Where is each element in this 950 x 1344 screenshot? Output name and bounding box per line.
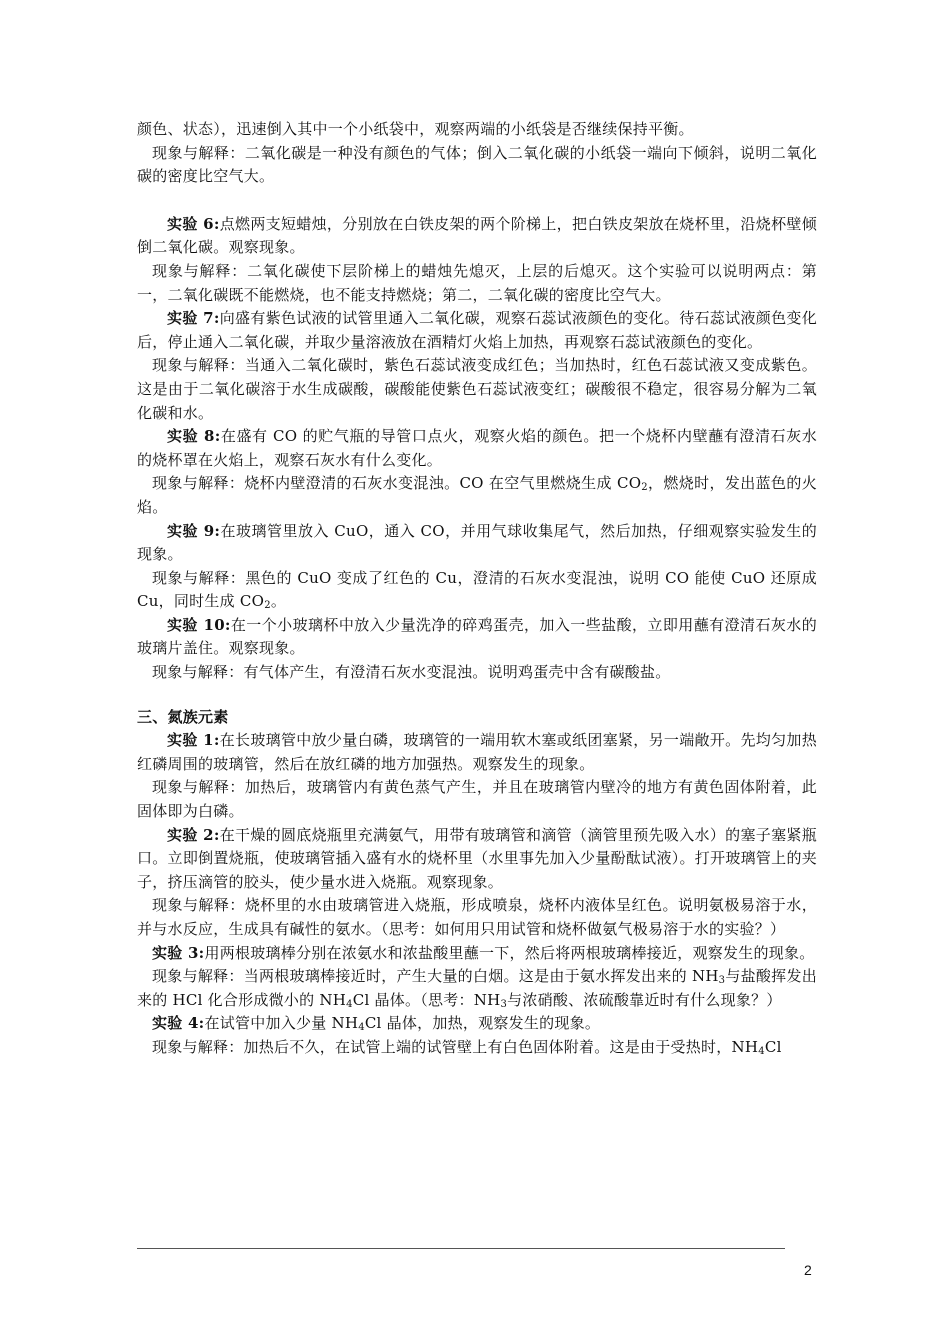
experiment-label: 实验 3: <box>152 943 205 962</box>
explanation-text: 。 <box>270 592 287 611</box>
subscript: 3 <box>500 998 508 1010</box>
experiment-1-paragraph <box>137 729 817 776</box>
explanation-paragraph <box>137 965 817 1012</box>
subscript: 4 <box>758 1045 765 1057</box>
explanation-paragraph <box>137 894 817 941</box>
experiment-text: 在长玻璃管中放少量白磷，玻璃管的一端用软木塞或纸团塞紧，另一端敞开。先均匀加热红磷周围的玻璃管，然后在放红磷的地方加强热。观察发生的现象。 <box>137 731 817 773</box>
explanation-text: 现象与解释：二氧化碳是一种没有颜色的气体；倒入二氧化碳的小纸袋一端向下倾斜，说明二氧化碳的密度比空气大。 <box>137 143 817 186</box>
spacer <box>137 189 817 213</box>
explanation-paragraph <box>137 260 817 307</box>
experiment-text: 在试管中加入少量 NH <box>204 1014 359 1033</box>
subscript: 2 <box>641 482 648 494</box>
experiment-3-paragraph <box>137 942 817 966</box>
explanation-text: 现象与解释：烧杯内壁澄清的石灰水变混浊。CO 在空气里燃烧生成 CO <box>152 474 642 493</box>
experiment-text: 在一个小玻璃杯中放入少量洗净的碎鸡蛋壳，加入一些盐酸，立即用蘸有澄清石灰水的玻璃片盖住。观察现象。 <box>137 615 817 658</box>
experiment-label: 实验 9: <box>167 521 221 540</box>
explanation-text: Cl 晶体。（思考：NH <box>352 990 501 1009</box>
explanation-paragraph <box>137 776 817 823</box>
experiment-2-paragraph <box>137 824 817 895</box>
experiment-label: 实验 8: <box>167 427 221 446</box>
experiment-text: Cl 晶体，加热，观察发生的现象。 <box>364 1014 601 1033</box>
experiment-4-paragraph <box>137 1012 817 1036</box>
experiment-text: 用两根玻璃棒分别在浓氨水和浓盐酸里蘸一下，然后将两根玻璃棒接近，观察发生的现象。 <box>204 943 815 962</box>
experiment-text: 在干燥的圆底烧瓶里充满氨气，用带有玻璃管和滴管（滴管里预先吸入水）的塞子塞紧瓶口。立即倒置烧瓶，使玻璃管插入盛有水的烧杯里（水里事先加入少量酚酞试液）。打开玻璃管上的夹子，挤压滴管的胶头，使少量水进入烧瓶。观察现象。 <box>137 825 817 891</box>
intro-text: 颜色、状态），迅速倒入其中一个小纸袋中，观察两端的小纸袋是否继续保持平衡。 <box>137 120 694 138</box>
section-heading: 三、氮族元素 <box>137 707 229 726</box>
explanation-text: 现象与解释：当两根玻璃棒接近时，产生大量的白烟。这是由于氨水挥发出来的 NH <box>152 967 719 986</box>
explanation-paragraph <box>137 661 817 685</box>
explanation-text: 与盐酸挥发出来的 HCl 化合形成微小的 NH <box>137 967 817 1009</box>
subscript: 2 <box>264 600 271 612</box>
experiment-label: 实验 2: <box>167 825 220 844</box>
experiment-text: 在玻璃管里放入 CuO，通入 CO，并用气球收集尾气，然后加热，仔细观察实验发生的现象。 <box>137 521 817 564</box>
experiment-6-paragraph <box>137 213 817 260</box>
explanation-paragraph <box>137 354 817 425</box>
explanation-text: Cl <box>764 1037 782 1056</box>
explanation-text: 现象与解释：黑色的 CuO 变成了红色的 Cu，澄清的石灰水变混浊，说明 CO 能使 CuO 还原成 Cu，同时生成 CO <box>137 568 817 611</box>
experiment-text: 在盛有 CO 的贮气瓶的导管口点火，观察火焰的颜色。把一个烧杯内壁蘸有澄清石灰水的烧杯罩在火焰上，观察石灰水有什么变化。 <box>137 427 817 469</box>
experiment-label: 实验 1: <box>167 731 220 750</box>
experiment-10-paragraph <box>137 614 817 661</box>
explanation-paragraph <box>137 472 817 519</box>
experiment-text: 向盛有紫色试液的试管里通入二氧化碳，观察石蕊试液颜色的变化。待石蕊试液颜色变化后，停止通入二氧化碳，并取少量溶液放在酒精灯火焰上加热，再观察石蕊试液颜色的变化。 <box>137 309 817 351</box>
subscript: 4 <box>346 998 353 1010</box>
explanation-text: 现象与解释：二氧化碳使下层阶梯上的蜡烛先熄灭，上层的后熄灭。这个实验可以说明两点：第一，二氧化碳既不能燃烧，也不能支持燃烧；第二，二氧化碳的密度比空气大。 <box>137 261 817 304</box>
explanation-text: ，燃烧时，发出蓝色的火焰。 <box>137 474 817 516</box>
experiment-label: 实验 7: <box>167 309 220 328</box>
paragraph <box>137 118 817 142</box>
explanation-paragraph <box>137 567 817 614</box>
experiment-label: 实验 4: <box>152 1014 205 1033</box>
subscript: 3 <box>718 975 726 987</box>
explanation-paragraph <box>137 1036 817 1060</box>
experiment-label: 实验 10: <box>167 615 231 634</box>
experiment-7-paragraph <box>137 307 817 354</box>
document-body <box>137 118 817 1060</box>
explanation-text: 现象与解释：有气体产生，有澄清石灰水变混浊。说明鸡蛋壳中含有碳酸盐。 <box>152 663 671 682</box>
page-number: 2 <box>804 1262 812 1278</box>
experiment-8-paragraph <box>137 425 817 472</box>
footer-divider <box>137 1248 785 1249</box>
explanation-text: 与浓硝酸、浓硫酸靠近时有什么现象？） <box>507 990 782 1009</box>
experiment-9-paragraph <box>137 520 817 567</box>
explanation-text: 现象与解释：加热后，玻璃管内有黄色蒸气产生，并且在玻璃管内壁冷的地方有黄色固体附着，此固体即为白磷。 <box>137 778 817 821</box>
spacer <box>137 685 817 706</box>
experiment-label: 实验 6: <box>167 214 220 233</box>
explanation-text: 现象与解释：加热后不久，在试管上端的试管壁上有白色固体附着。这是由于受热时，NH <box>152 1037 759 1056</box>
explanation-paragraph <box>137 142 817 189</box>
explanation-text: 现象与解释：烧杯里的水由玻璃管进入烧瓶，形成喷泉，烧杯内液体呈红色。说明氨极易溶于水，并与水反应，生成具有碱性的氨水。（思考：如何用只用试管和烧杯做氨气极易溶于水的实验？） <box>137 896 817 938</box>
experiment-text: 点燃两支短蜡烛，分别放在白铁皮架的两个阶梯上，把白铁皮架放在烧杯里，沿烧杯壁倾倒二氧化碳。观察现象。 <box>137 214 817 257</box>
explanation-text: 现象与解释：当通入二氧化碳时，紫色石蕊试液变成红色；当加热时，红色石蕊试液又变成紫色。这是由于二氧化碳溶于水生成碳酸，碳酸能使紫色石蕊试液变红；碳酸很不稳定，很容易分解为二氧化碳和水。 <box>137 356 817 422</box>
subscript: 4 <box>358 1022 365 1034</box>
